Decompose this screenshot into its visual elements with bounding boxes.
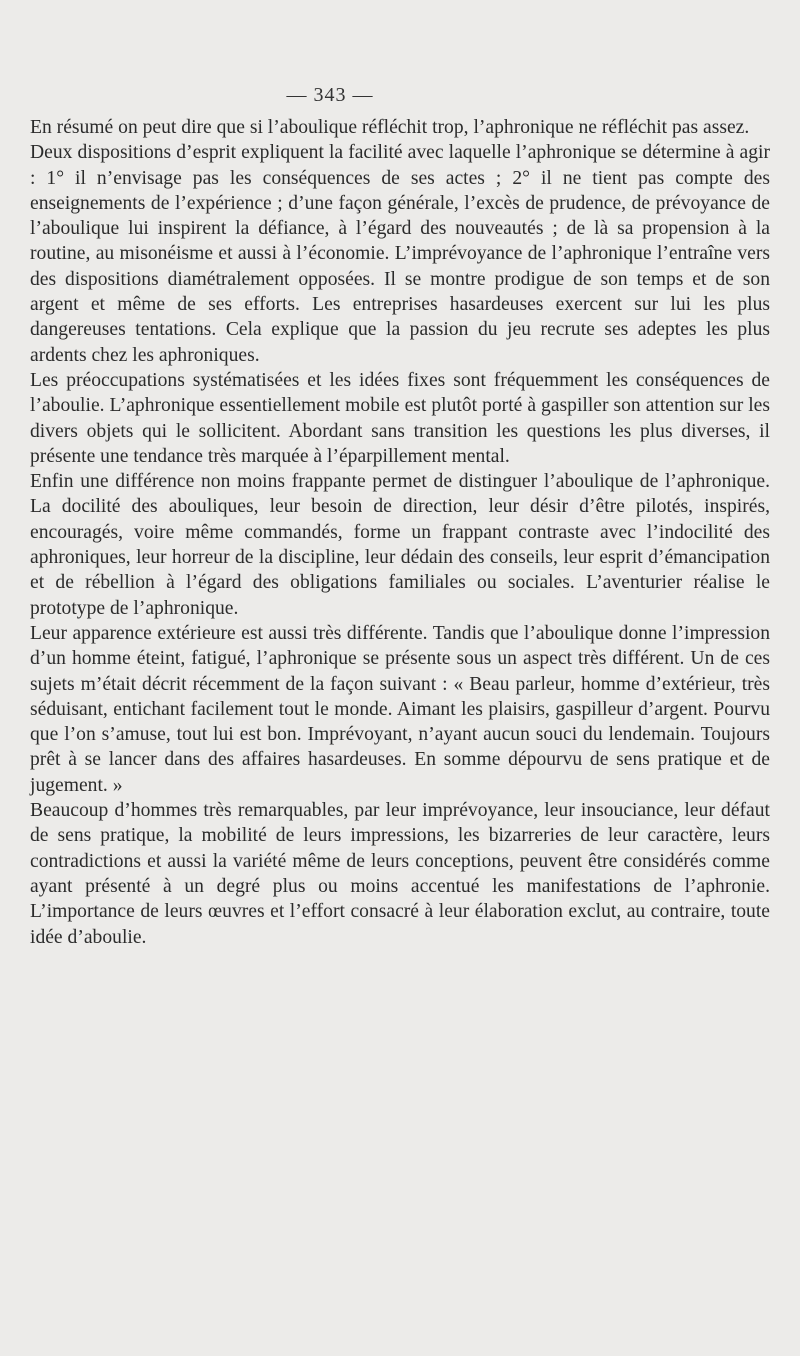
paragraph-1: En résumé on peut dire que si l’aboulique réfléchit trop, l’aphronique ne réfléchit pas assez. [30,117,750,138]
paragraph-2: Deux dispositions d’esprit expliquent la facilité avec laquelle l’aphronique se détermine à agir : 1° il n’envisage pas les conséquences de ses actes ; 2° il ne tient pas compte des enseignements de l’expérience ; d’une façon générale, l’excès de prudence, de prévoyance de l’aboulique lui inspirent la défiance, à l’égard des nouveautés ; de là sa propension à la routine, au misonéisme et aussi à l’économie. L’imprévoyance de l’aphronique l’entraîne vers des dispositions diamétralement opposées. Il se montre prodigue de son temps et de son argent et même de ses efforts. Les entreprises hasardeuses exercent sur lui les plus dangereuses tentations. Cela explique que la passion du jeu recrute ses adeptes les plus ardents chez les aphroniques. [30,142,770,366]
paragraph-6: Beaucoup d’hommes très remarquables, par leur imprévoyance, leur insouciance, leur défaut de sens pratique, la mobilité de leurs impressions, les bizarreries de leur caractère, leurs contradictions et aussi la variété même de leurs conceptions, peuvent être considérés comme ayant présenté à un degré plus ou moins accentué les manifestations de l’aphronie. L’importance de leurs œuvres et l’effort consacré à leur élaboration exclut, au contraire, toute idée d’aboulie. [30,800,770,948]
paragraph-5: Leur apparence extérieure est aussi très différente. Tandis que l’aboulique donne l’impression d’un homme éteint, fatigué, l’aphronique se présente sous un aspect très différent. Un de ces sujets m’était décrit récemment de la façon suivant : « Beau parleur, homme d’extérieur, très séduisant, entichant facilement tout le monde. Aimant les plaisirs, gaspilleur d’argent. Pourvu que l’on s’amuse, tout lui est bon. Imprévoyant, n’ayant aucun souci du lendemain. Toujours prêt à se lancer dans des affaires hasardeuses. En somme dépourvu de sens pratique et de jugement. » [30,622,770,796]
paragraph-3: Les préoccupations systématisées et les idées fixes sont fréquemment les conséquences de l’aboulie. L’aphronique essentiellement mobile est plutôt porté à gaspiller son attention sur les divers objets qui le sollicitent. Abordant sans transition les questions les plus diverses, il présente une tendance très marquée à l’éparpillement mental. [30,369,770,467]
page-number: — 343 — [286,84,374,106]
paragraph-4: Enfin une différence non moins frappante permet de distinguer l’aboulique de l’aphronique. La docilité des abouliques, leur besoin de direction, leur désir d’être pilotés, inspirés, encouragés, voire même commandés, forme un frappant contraste avec l’indocilité des aphroniques, leur horreur de la discipline, leur dédain des conseils, leur esprit d’émancipation et de rébellion à l’égard des obligations familiales ou sociales. L’aventurier réalise le prototype de l’aphronique. [30,471,770,619]
body-text [30,115,770,950]
